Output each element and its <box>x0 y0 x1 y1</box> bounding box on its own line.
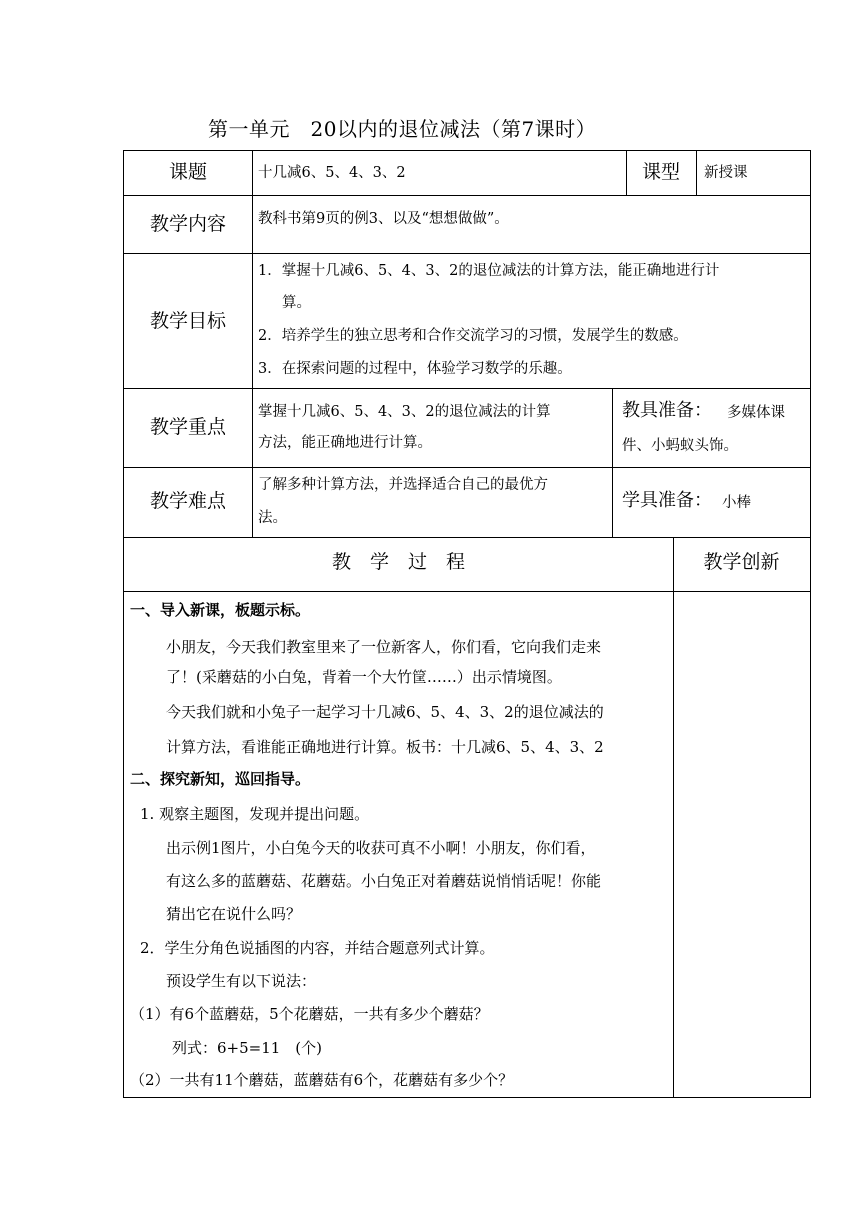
col-divider <box>673 537 674 1097</box>
goals-line: 3．在探索问题的过程中，体验学习数学的乐趣。 <box>258 361 572 377</box>
row-divider <box>124 253 810 254</box>
row-divider <box>124 388 810 389</box>
goals-label: 教学目标 <box>149 310 226 332</box>
process-line: 今天我们就和小兔子一起学习十几减6、5、4、3、2的退位减法的 <box>166 703 604 721</box>
process-line: 2．学生分角色说插图的内容，并结合题意列式计算。 <box>140 939 495 957</box>
type-value: 新授课 <box>704 165 748 181</box>
process-line: （1）有6个蓝蘑菇，5个花蘑菇，一共有多少个蘑菇？ <box>130 1005 489 1023</box>
goals-line: 2．培养学生的独立思考和合作交流学习的习惯，发展学生的数感。 <box>258 328 688 344</box>
process-line: （2）一共有11个蘑菇，蓝蘑菇有6个，花蘑菇有多少个？ <box>130 1071 514 1089</box>
key-points-value: 掌握十几减6、5、4、3、2的退位减法的计算 <box>258 404 551 420</box>
goals-line: 1．掌握十几减6、5、4、3、2的退位减法的计算方法，能正确地进行计 <box>258 263 720 279</box>
learning-aids-label: 学具准备： <box>622 490 712 511</box>
process-line: 1. 观察主题图，发现并提出问题。 <box>140 805 370 823</box>
content-label: 教学内容 <box>149 213 226 235</box>
teaching-aids-value: 多媒体课 <box>727 405 785 421</box>
row-divider <box>124 195 810 196</box>
col-divider <box>252 151 253 537</box>
process-line: 出示例1图片，小白兔今天的收获可真不小啊！小朋友，你们看， <box>166 839 596 857</box>
row-divider <box>124 591 810 592</box>
topic-label: 课题 <box>168 161 207 183</box>
page-title: 第一单元 20以内的退位减法（第7课时） <box>208 117 597 141</box>
innovation-header: 教学创新 <box>703 551 780 573</box>
topic-value: 十几减6、5、4、3、2 <box>258 165 406 181</box>
difficulty-label: 教学难点 <box>149 490 226 512</box>
section-heading: 二、探究新知，巡回指导。 <box>130 770 311 788</box>
process-line: 小朋友，今天我们教室里来了一位新客人，你们看，它向我们走来 <box>166 638 602 656</box>
process-line: 了！(采蘑菇的小白兔，背着一个大竹筐……）出示情境图。 <box>166 668 562 686</box>
process-line: 有这么多的蓝蘑菇、花蘑菇。小白兔正对着蘑菇说悄悄话呢！你能 <box>166 872 602 890</box>
row-divider <box>124 467 810 468</box>
section-heading: 一、导入新课，板题示标。 <box>130 601 311 619</box>
goals-line: 算。 <box>282 295 311 311</box>
row-divider <box>124 537 810 538</box>
process-line: 猜出它在说什么吗？ <box>166 905 302 923</box>
process-header: 教 学 过 程 <box>331 551 465 573</box>
difficulty-value: 了解多种计算方法，并选择适合自己的最优方 <box>258 477 548 493</box>
difficulty-value: 法。 <box>258 510 287 526</box>
process-line: 列式：6+5=11 (个) <box>172 1039 323 1057</box>
type-label: 课型 <box>641 161 680 183</box>
teaching-aids-label: 教具准备： <box>622 400 712 421</box>
learning-aids-value: 小棒 <box>722 495 751 511</box>
process-line: 计算方法，看谁能正确地进行计算。板书：十几减6、5、4、3、2 <box>166 738 604 756</box>
lesson-table <box>123 150 811 1098</box>
teaching-aids-value: 件、小蚂蚁头饰。 <box>622 438 738 454</box>
process-line: 预设学生有以下说法： <box>166 972 317 990</box>
key-points-label: 教学重点 <box>149 416 226 438</box>
key-points-value: 方法，能正确地进行计算。 <box>258 435 432 451</box>
content-value: 教科书第9页的例3、以及“想想做做”。 <box>258 211 509 227</box>
col-divider <box>696 151 697 195</box>
col-divider <box>612 388 613 537</box>
